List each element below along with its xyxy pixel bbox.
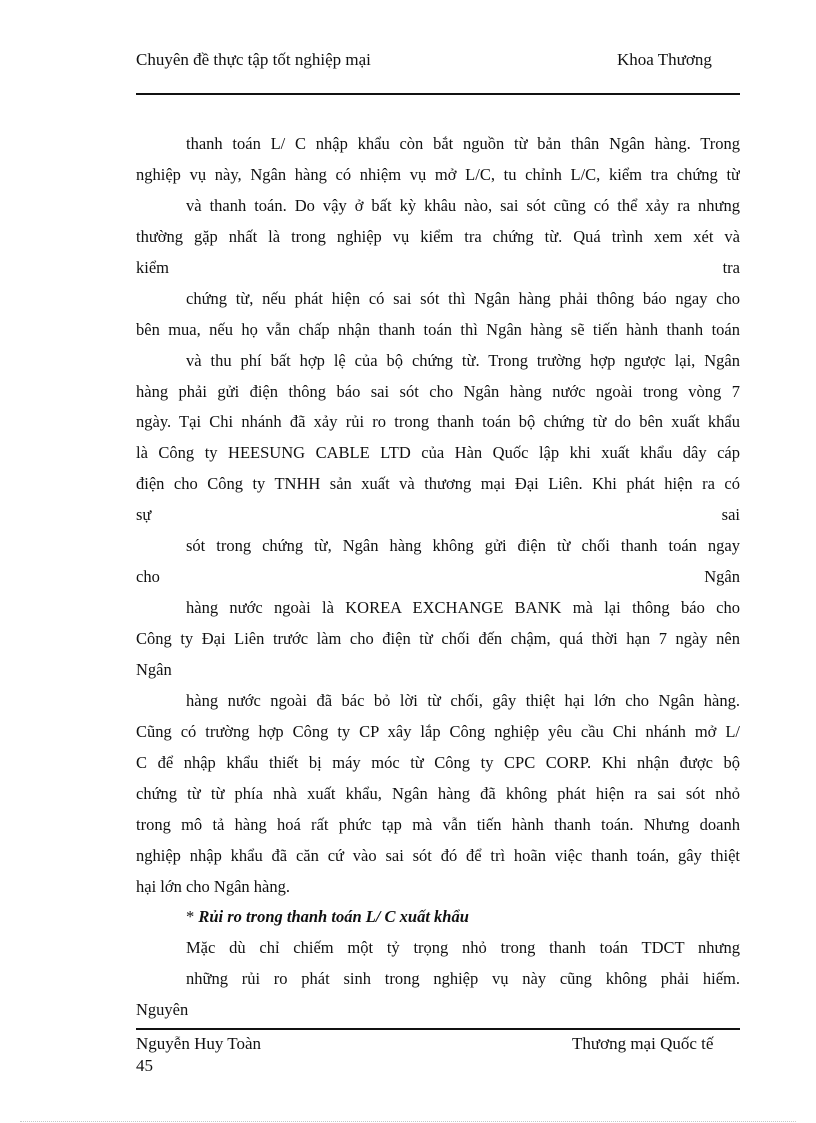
text-line: Ngân <box>136 659 172 679</box>
text-line: những rủi ro phát sinh trong nghiệp vụ này cũng không phải hiếm. <box>186 969 740 989</box>
text-line: Công ty Đại Liên trước làm cho điện từ chối đến chậm, quá thời hạn 7 ngày nên <box>136 629 740 648</box>
footer-rule <box>136 1028 740 1030</box>
text-line: nghiệp nhập khẩu đã căn cứ vào sai sót đó để trì hoãn việc thanh toán, gây thiệt <box>136 845 740 865</box>
text-line: điện cho Công ty TNHH sản xuất và thương mại Đại Liên. Khi phát hiện ra có <box>136 474 740 494</box>
text-line: chứng từ từ phía nhà xuất khẩu, Ngân hàng đã không phát hiện ra sai sót nhỏ <box>136 783 740 803</box>
line-end-word: sai <box>721 505 740 525</box>
text-line: ngày. Tại Chi nhánh đã xảy rủi ro trong thanh toán bộ chứng từ do bên xuất khẩu <box>136 412 740 432</box>
line-start-word: cho <box>136 567 160 587</box>
text-line: sót trong chứng từ, Ngân hàng không gửi điện từ chối thanh toán ngay <box>186 536 740 556</box>
text-line <box>136 565 740 596</box>
text-line: hàng nước ngoài đã bác bỏ lời từ chối, gây thiệt hại lớn cho Ngân hàng. <box>186 690 740 710</box>
text-line: là Công ty HEESUNG CABLE LTD của Hàn Quốc lập khi xuất khẩu dây cáp <box>136 443 740 463</box>
heading-text: Rủi ro trong thanh toán L/ C xuất khẩu <box>198 907 469 927</box>
text-line: hàng phải gửi điện thông báo sai sót cho Ngân hàng nước ngoài trong vòng 7 <box>136 381 740 401</box>
text-line: C để nhập khẩu thiết bị máy móc từ Công ty CPC CORP. Khi nhận được bộ <box>136 752 740 772</box>
text-line <box>136 503 740 534</box>
text-line: hại lớn cho Ngân hàng. <box>136 876 290 896</box>
text-line: và thu phí bất hợp lệ của bộ chứng từ. Trong trường hợp ngược lại, Ngân <box>186 350 740 370</box>
text-line <box>136 256 740 287</box>
header-rule <box>136 93 740 95</box>
line-end-word: Ngân <box>704 567 740 587</box>
text-line: Nguyên <box>136 1000 189 1020</box>
line-start-word: kiểm <box>136 257 169 277</box>
text-line: chứng từ, nếu phát hiện có sai sót thì Ngân hàng phải thông báo ngay cho <box>186 288 740 308</box>
text-line: nghiệp vụ này, Ngân hàng có nhiệm vụ mở L/C, tu chỉnh L/C, kiểm tra chứng từ <box>136 164 740 184</box>
page-number: 45 <box>136 1056 153 1075</box>
text-line: thường gặp nhất là trong nghiệp vụ kiểm tra chứng từ. Quá trình xem xét và <box>136 226 740 246</box>
footer-department: Thương mại Quốc tế <box>572 1034 714 1053</box>
text-line: và thanh toán. Do vậy ở bất kỳ khâu nào, sai sót cũng có thể xảy ra nhưng <box>186 195 740 215</box>
line-start-word: sự <box>136 505 152 525</box>
header-left-title: Chuyên đề thực tập tốt nghiệp mại <box>136 50 371 69</box>
body-text <box>136 132 740 1029</box>
header-right-title: Khoa Thương <box>617 50 712 69</box>
text-line: Cũng có trường hợp Công ty CP xây lắp Công nghiệp yêu cầu Chi nhánh mở L/ <box>136 721 740 741</box>
line-end-word: tra <box>722 257 740 277</box>
text-line: bên mua, nếu họ vẫn chấp nhận thanh toán thì Ngân hàng sẽ tiến hành thanh toán <box>136 319 740 339</box>
text-line: thanh toán L/ C nhập khẩu còn bắt nguồn từ bản thân Ngân hàng. Trong <box>186 134 740 153</box>
text-line: trong mô tả hàng hoá rất phức tạp mà vẫn tiến hành thanh toán. Nhưng doanh <box>136 814 740 834</box>
heading-bullet: * <box>186 907 199 927</box>
text-line: hàng nước ngoài là KOREA EXCHANGE BANK mà lại thông báo cho <box>186 598 740 618</box>
page-edge-divider <box>20 1121 796 1122</box>
footer-author: Nguyễn Huy Toàn <box>136 1034 262 1053</box>
text-line: Mặc dù chỉ chiếm một tỷ trọng nhỏ trong thanh toán TDCT nhưng <box>186 938 740 958</box>
section-heading <box>136 905 740 936</box>
